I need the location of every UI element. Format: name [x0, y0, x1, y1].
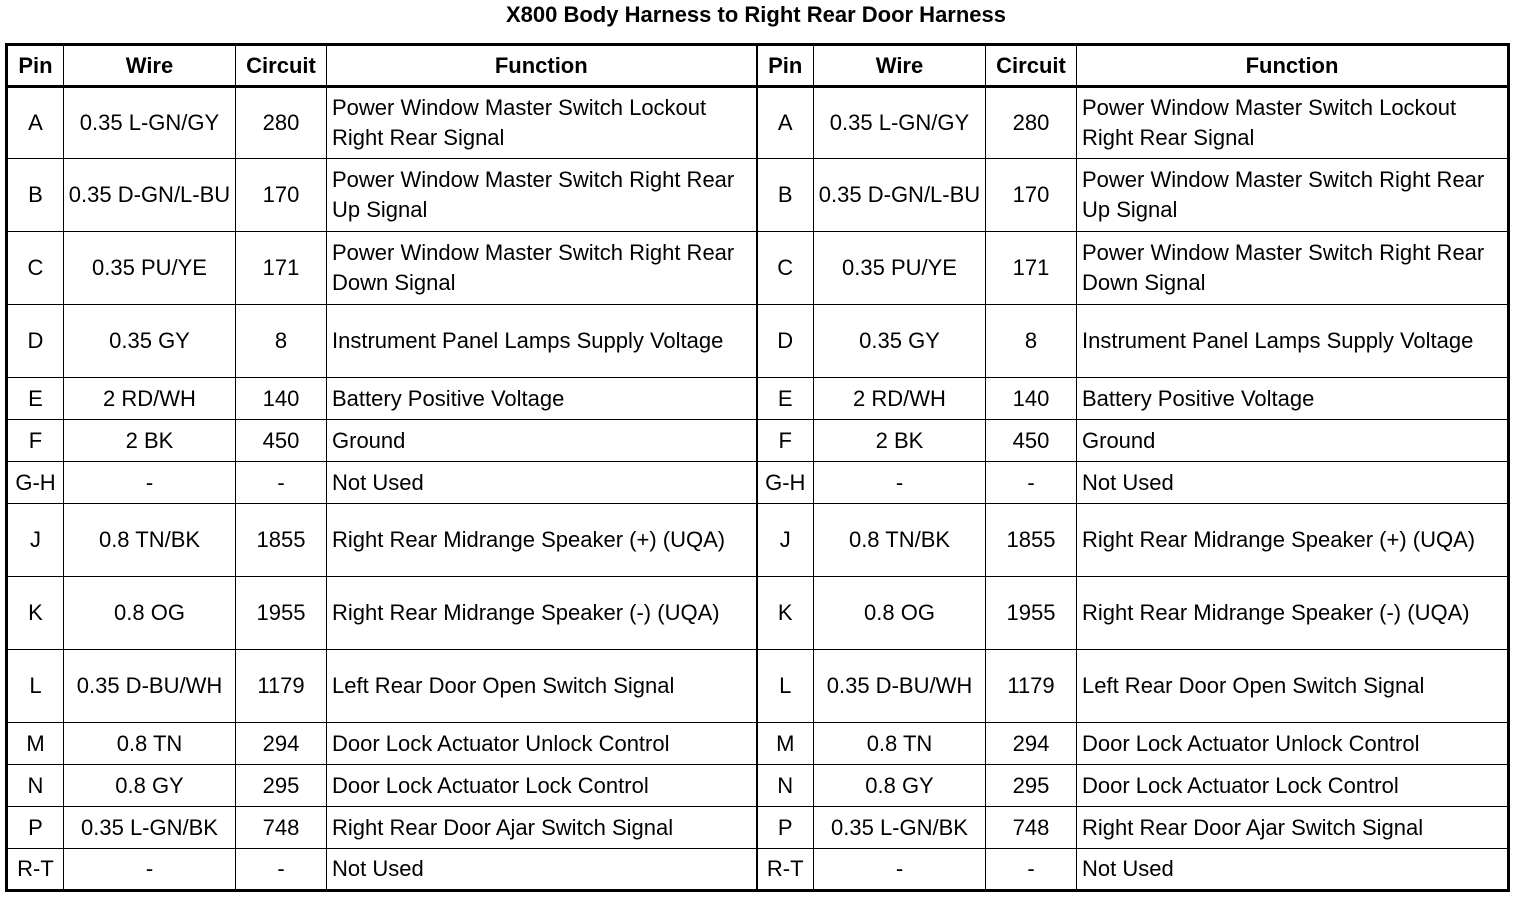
circuit-cell: 295	[986, 765, 1077, 807]
harness-table	[5, 43, 1510, 892]
function-cell: Power Window Master Switch Right Rear Up Signal	[327, 159, 757, 232]
wire-cell: 0.35 PU/YE	[814, 232, 986, 305]
circuit-cell: 140	[986, 378, 1077, 420]
header-wire: Wire	[814, 45, 986, 87]
pin-cell: A	[7, 87, 64, 159]
pin-cell: D	[7, 305, 64, 378]
function-cell: Door Lock Actuator Lock Control	[327, 765, 757, 807]
table-row	[7, 462, 1509, 504]
wire-cell: 0.8 GY	[64, 765, 236, 807]
pin-cell: F	[7, 420, 64, 462]
circuit-cell: 8	[236, 305, 327, 378]
pin-cell: E	[757, 378, 814, 420]
pin-cell: M	[7, 723, 64, 765]
circuit-cell: 450	[986, 420, 1077, 462]
pin-cell: E	[7, 378, 64, 420]
pin-cell: J	[7, 504, 64, 577]
pin-cell: A	[757, 87, 814, 159]
pin-cell: C	[757, 232, 814, 305]
wire-cell: 0.8 TN	[814, 723, 986, 765]
table-row	[7, 378, 1509, 420]
wire-cell: -	[814, 849, 986, 891]
pin-cell: B	[7, 159, 64, 232]
pin-cell: K	[7, 577, 64, 650]
function-cell: Instrument Panel Lamps Supply Voltage	[327, 305, 757, 378]
pin-cell: N	[7, 765, 64, 807]
table-row	[7, 504, 1509, 577]
circuit-cell: 8	[986, 305, 1077, 378]
wire-cell: 0.35 D-GN/L-BU	[64, 159, 236, 232]
header-row	[7, 45, 1509, 87]
pin-cell: P	[757, 807, 814, 849]
pin-cell: L	[7, 650, 64, 723]
function-cell: Right Rear Midrange Speaker (+) (UQA)	[327, 504, 757, 577]
header-circuit: Circuit	[986, 45, 1077, 87]
function-cell: Power Window Master Switch Lockout Right Rear Signal	[1077, 87, 1509, 159]
pin-cell: F	[757, 420, 814, 462]
wire-cell: -	[64, 849, 236, 891]
pin-cell: K	[757, 577, 814, 650]
pin-cell: G-H	[757, 462, 814, 504]
function-cell: Right Rear Midrange Speaker (-) (UQA)	[1077, 577, 1509, 650]
wire-cell: 0.35 GY	[814, 305, 986, 378]
circuit-cell: 1855	[236, 504, 327, 577]
wire-cell: 0.8 GY	[814, 765, 986, 807]
circuit-cell: 1955	[236, 577, 327, 650]
function-cell: Power Window Master Switch Lockout Right Rear Signal	[327, 87, 757, 159]
function-cell: Power Window Master Switch Right Rear Down Signal	[327, 232, 757, 305]
table-row	[7, 723, 1509, 765]
wire-cell: 2 BK	[814, 420, 986, 462]
wire-cell: 0.35 PU/YE	[64, 232, 236, 305]
function-cell: Door Lock Actuator Unlock Control	[1077, 723, 1509, 765]
wire-cell: 0.35 D-BU/WH	[814, 650, 986, 723]
circuit-cell: -	[236, 462, 327, 504]
function-cell: Power Window Master Switch Right Rear Down Signal	[1077, 232, 1509, 305]
wire-cell: -	[814, 462, 986, 504]
circuit-cell: 295	[236, 765, 327, 807]
function-cell: Door Lock Actuator Unlock Control	[327, 723, 757, 765]
pin-cell: R-T	[7, 849, 64, 891]
pin-cell: M	[757, 723, 814, 765]
table-row	[7, 849, 1509, 891]
circuit-cell: -	[986, 849, 1077, 891]
pin-cell: G-H	[7, 462, 64, 504]
wire-cell: 0.35 D-BU/WH	[64, 650, 236, 723]
circuit-cell: -	[986, 462, 1077, 504]
table-row	[7, 305, 1509, 378]
pin-cell: L	[757, 650, 814, 723]
pin-cell: P	[7, 807, 64, 849]
pin-cell: R-T	[757, 849, 814, 891]
table-row	[7, 765, 1509, 807]
circuit-cell: 171	[986, 232, 1077, 305]
wire-cell: 0.8 TN/BK	[64, 504, 236, 577]
wire-cell: -	[64, 462, 236, 504]
function-cell: Right Rear Midrange Speaker (+) (UQA)	[1077, 504, 1509, 577]
table-row	[7, 577, 1509, 650]
function-cell: Not Used	[327, 462, 757, 504]
function-cell: Not Used	[1077, 849, 1509, 891]
circuit-cell: 280	[236, 87, 327, 159]
function-cell: Door Lock Actuator Lock Control	[1077, 765, 1509, 807]
function-cell: Right Rear Midrange Speaker (-) (UQA)	[327, 577, 757, 650]
table-row	[7, 232, 1509, 305]
circuit-cell: 1955	[986, 577, 1077, 650]
function-cell: Right Rear Door Ajar Switch Signal	[327, 807, 757, 849]
circuit-cell: 748	[986, 807, 1077, 849]
circuit-cell: -	[236, 849, 327, 891]
function-cell: Battery Positive Voltage	[327, 378, 757, 420]
wire-cell: 0.35 L-GN/GY	[64, 87, 236, 159]
pin-cell: N	[757, 765, 814, 807]
circuit-cell: 171	[236, 232, 327, 305]
circuit-cell: 748	[236, 807, 327, 849]
table-row	[7, 420, 1509, 462]
circuit-cell: 294	[986, 723, 1077, 765]
circuit-cell: 1179	[986, 650, 1077, 723]
header-pin: Pin	[7, 45, 64, 87]
function-cell: Left Rear Door Open Switch Signal	[327, 650, 757, 723]
function-cell: Ground	[1077, 420, 1509, 462]
wire-cell: 0.8 OG	[814, 577, 986, 650]
pin-cell: D	[757, 305, 814, 378]
wire-cell: 0.8 TN	[64, 723, 236, 765]
circuit-cell: 1855	[986, 504, 1077, 577]
function-cell: Ground	[327, 420, 757, 462]
wire-cell: 2 RD/WH	[814, 378, 986, 420]
function-cell: Instrument Panel Lamps Supply Voltage	[1077, 305, 1509, 378]
wire-cell: 0.8 TN/BK	[814, 504, 986, 577]
pin-cell: C	[7, 232, 64, 305]
circuit-cell: 450	[236, 420, 327, 462]
wire-cell: 2 BK	[64, 420, 236, 462]
pin-cell: J	[757, 504, 814, 577]
circuit-cell: 170	[986, 159, 1077, 232]
function-cell: Right Rear Door Ajar Switch Signal	[1077, 807, 1509, 849]
wire-cell: 0.35 D-GN/L-BU	[814, 159, 986, 232]
wire-cell: 0.8 OG	[64, 577, 236, 650]
pin-cell: B	[757, 159, 814, 232]
wire-cell: 0.35 GY	[64, 305, 236, 378]
table-row	[7, 650, 1509, 723]
circuit-cell: 140	[236, 378, 327, 420]
circuit-cell: 294	[236, 723, 327, 765]
table-row	[7, 159, 1509, 232]
wire-cell: 0.35 L-GN/BK	[64, 807, 236, 849]
header-wire: Wire	[64, 45, 236, 87]
page-title: X800 Body Harness to Right Rear Door Harness	[505, 2, 1007, 27]
function-cell: Not Used	[1077, 462, 1509, 504]
wire-cell: 0.35 L-GN/BK	[814, 807, 986, 849]
circuit-cell: 170	[236, 159, 327, 232]
header-pin: Pin	[757, 45, 814, 87]
function-cell: Power Window Master Switch Right Rear Up Signal	[1077, 159, 1509, 232]
circuit-cell: 1179	[236, 650, 327, 723]
table-row	[7, 87, 1509, 159]
function-cell: Not Used	[327, 849, 757, 891]
header-circuit: Circuit	[236, 45, 327, 87]
function-cell: Left Rear Door Open Switch Signal	[1077, 650, 1509, 723]
header-function: Function	[1077, 45, 1509, 87]
header-function: Function	[327, 45, 757, 87]
circuit-cell: 280	[986, 87, 1077, 159]
function-cell: Battery Positive Voltage	[1077, 378, 1509, 420]
table-row	[7, 807, 1509, 849]
wire-cell: 0.35 L-GN/GY	[814, 87, 986, 159]
wire-cell: 2 RD/WH	[64, 378, 236, 420]
